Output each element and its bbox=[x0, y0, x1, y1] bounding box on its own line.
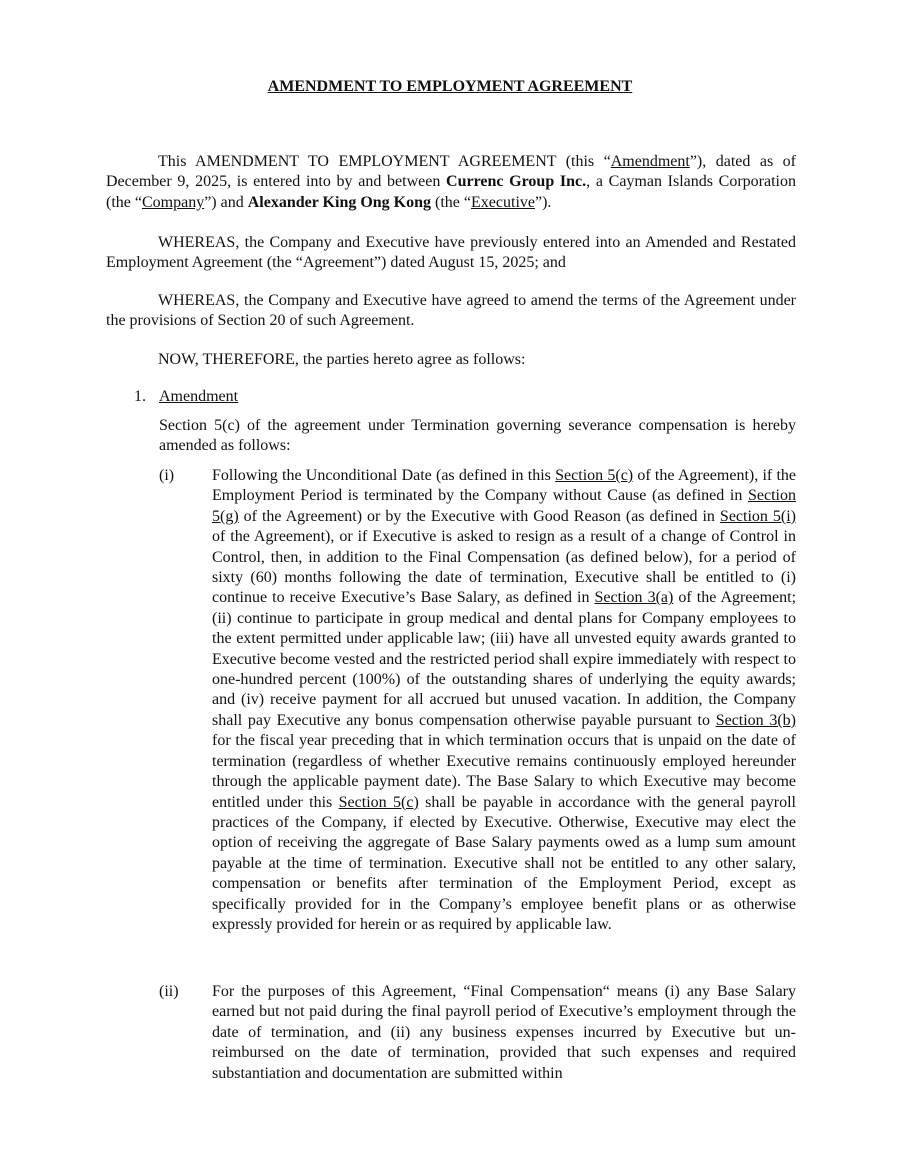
section-3a-reference: Section 3(a) bbox=[594, 589, 674, 607]
company-name: Currenc Group Inc. bbox=[446, 173, 587, 191]
clause-ii-text: For the purposes of this Agreement, “Final Compensation“ means (i) any Base Salary earned but not paid during the final payroll period of Executive’s employment through the date of termination, and (ii) any business expenses incurred by Executive but un-reimbursed on the date of termination, provided that such expenses and required substantiation and documentation are submitted within bbox=[212, 983, 796, 1082]
section-3b-reference: Section 3(b) bbox=[715, 711, 797, 729]
intro-text-4: ”) and bbox=[204, 193, 248, 211]
clause-i-text-7: shall be payable in accordance with the general payroll practices of the Company, if elected by Executive. Otherwise, Executive may elect the option of receiving the aggregate of Base Salary payments owed as a lump sum amount payable at the time of termination. Executive shall not be entitled to any other salary, compensation or benefits after termination of the Employment Period, except as specifically provided for in the Company’s employee benefit plans or as otherwise expressly provided for herein or as required by applicable law. bbox=[212, 793, 796, 933]
intro-text-3: , a Cayman Islands Corporation (the “ bbox=[106, 173, 796, 211]
intro-text-6: ”). bbox=[534, 193, 552, 211]
document-title: AMENDMENT TO EMPLOYMENT AGREEMENT bbox=[267, 78, 633, 95]
section-1-lead: Section 5(c) of the agreement under Termination governing severance compensation is hereby amended as follows: bbox=[159, 417, 796, 455]
section-5c-reference: Section 5(c) bbox=[555, 467, 634, 484]
whereas-paragraph-2: WHEREAS, the Company and Executive have agreed to amend the terms of the Agreement under the provisions of Section 20 of such Agreement. bbox=[106, 292, 796, 330]
intro-text-5: (the “ bbox=[431, 193, 472, 211]
section-1-heading bbox=[134, 387, 238, 407]
section-1-number: 1. bbox=[134, 388, 146, 405]
clause-i-text-2: of the Agreement), if the Employment Period is terminated by the Company without Cause (as defined in bbox=[212, 467, 797, 505]
now-therefore-paragraph: NOW, THEREFORE, the parties hereto agree as follows: bbox=[158, 351, 526, 368]
clause-i-label: (i) bbox=[159, 467, 175, 484]
intro-paragraph bbox=[106, 152, 796, 213]
clause-i-text-3: of the Agreement) or by the Executive with Good Reason (as defined in bbox=[238, 507, 720, 525]
executive-name: Alexander King Ong Kong bbox=[247, 193, 432, 211]
intro-text-1: This AMENDMENT TO EMPLOYMENT AGREEMENT (this “ bbox=[158, 153, 611, 170]
section-5i-reference: Section 5(i) bbox=[719, 507, 797, 525]
section-1-title: Amendment bbox=[159, 388, 239, 405]
clause-i-text-5: of the Agreement; (ii) continue to participate in group medical and dental plans for Company employees to the extent permitted under applicable law; (iii) have all unvested equity awards granted to Executive become vested and the restricted period shall expire immediately with respect to one-hundred percent (100%) of the outstanding shares of underlying the equity awards; and (iv) receive payment for all accrued but unused vacation. In addition, the Company shall pay Executive any bonus compensation otherwise payable pursuant to bbox=[212, 589, 797, 729]
clause-i-text-6: for the fiscal year preceding that in which termination occurs that is unpaid on the date of termination (regardless of whether Executive remains continuously employed hereunder through the applicable payment date). The Base Salary to which Executive may become entitled under this bbox=[212, 732, 796, 811]
clause-i-text-4: of the Agreement), or if Executive is asked to resign as a result of a change of Control in Control, then, in addition to the Final Compensation (as defined below), for a period of sixty (60) months following the date of termination, Executive shall be entitled to (i) continue to receive Executive’s Base Salary, as defined in bbox=[212, 528, 796, 607]
section-5g-reference: Section 5(g) bbox=[212, 487, 796, 525]
executive-defined-term: Executive bbox=[471, 193, 535, 211]
section-5c-reference-2: Section 5(c) bbox=[338, 793, 419, 811]
clause-ii-label: (ii) bbox=[159, 983, 179, 1000]
clause-i-text-1: Following the Unconditional Date (as defined in this bbox=[212, 467, 556, 484]
company-defined-term: Company bbox=[141, 193, 205, 211]
clause-i-text bbox=[212, 466, 796, 935]
amendment-defined-term: Amendment bbox=[610, 153, 690, 170]
intro-text-2: ”), dated as of December 9, 2025, is entered into by and between bbox=[106, 153, 796, 191]
whereas-paragraph-1: WHEREAS, the Company and Executive have previously entered into an Amended and Restated Employment Agreement (the “Agreement”) dated August 15, 2025; and bbox=[106, 234, 796, 272]
